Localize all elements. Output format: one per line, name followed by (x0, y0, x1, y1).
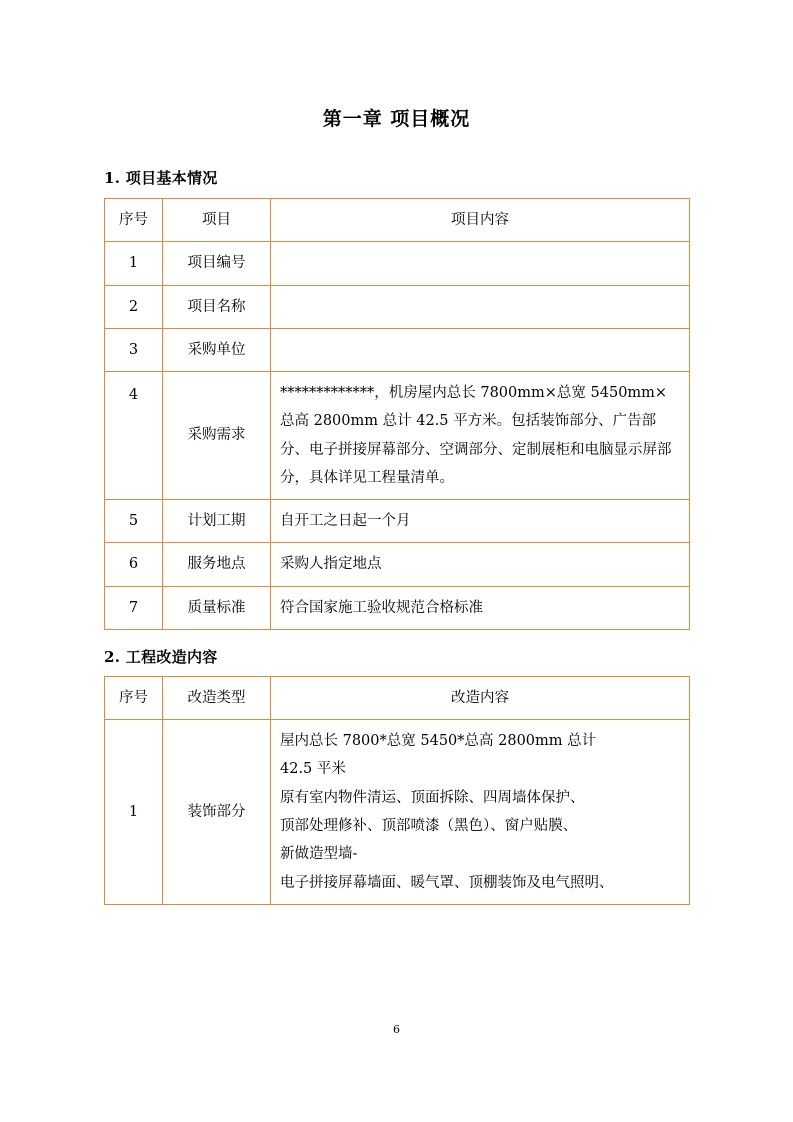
row-content: 自开工之日起一个月 (271, 500, 690, 543)
row-no: 1 (105, 242, 163, 285)
page-title: 第一章 项目概况 (322, 108, 471, 130)
row-no: 2 (105, 285, 163, 328)
row-item: 项目名称 (163, 285, 271, 328)
table-row (105, 720, 690, 905)
column-header-item: 项目 (163, 199, 271, 242)
content-line: 电子拼接屏幕墙面、暖气罩、顶棚装饰及电气照明、 (280, 874, 614, 891)
content-line: 原有室内物件清运、顶面拆除、四周墙体保护、 (280, 789, 585, 806)
table-row (105, 328, 690, 371)
content-line: 顶部处理修补、顶部喷漆（黑色）、窗户贴膜、 (280, 817, 578, 834)
row-no: 3 (105, 328, 163, 371)
column-header-no: 序号 (105, 676, 163, 719)
row-item: 计划工期 (163, 500, 271, 543)
project-basic-info-table (104, 198, 690, 630)
row-content: *************，机房屋内总长 7800mm×总宽 5450mm× 总高 2800mm 总计 42.5 平方米。包括装饰部分、广告部分、电子拼接屏幕部分、空调部分、定制展柜和电脑显示屏部分，具体详见工程量清单。 (271, 372, 690, 500)
table-row (105, 242, 690, 285)
row-content (271, 242, 690, 285)
row-item: 项目编号 (163, 242, 271, 285)
row-item: 服务地点 (163, 543, 271, 586)
row-no: 4 (105, 372, 163, 500)
row-content (271, 328, 690, 371)
row-no: 7 (105, 586, 163, 629)
renovation-content-table (104, 676, 690, 905)
table-row (105, 586, 690, 629)
table-header-row (105, 199, 690, 242)
row-item: 采购需求 (163, 372, 271, 500)
row-no: 5 (105, 500, 163, 543)
row-no: 1 (105, 720, 163, 905)
section-heading-1: 1. 项目基本情况 (104, 169, 218, 187)
column-header-no: 序号 (105, 199, 163, 242)
column-header-type: 改造类型 (163, 676, 271, 719)
column-header-content: 项目内容 (271, 199, 690, 242)
row-content (271, 720, 690, 905)
column-header-content: 改造内容 (271, 676, 690, 719)
content-line: 屋内总长 7800*总宽 5450*总高 2800mm 总计 (280, 733, 597, 750)
row-content: 采购人指定地点 (271, 543, 690, 586)
row-content: 符合国家施工验收规范合格标准 (271, 586, 690, 629)
row-type: 装饰部分 (163, 720, 271, 905)
page-number: 6 (393, 1023, 400, 1036)
row-content (271, 285, 690, 328)
content-line: 42.5 平米 (280, 761, 346, 778)
table-row (105, 500, 690, 543)
table-row (105, 372, 690, 500)
section-heading-2: 2. 工程改造内容 (104, 647, 218, 666)
table-row (105, 285, 690, 328)
row-no: 6 (105, 543, 163, 586)
content-line: 新做造型墙- (280, 846, 358, 863)
row-item: 质量标准 (163, 586, 271, 629)
table-header-row (105, 676, 690, 719)
table-row (105, 543, 690, 586)
row-item: 采购单位 (163, 328, 271, 371)
